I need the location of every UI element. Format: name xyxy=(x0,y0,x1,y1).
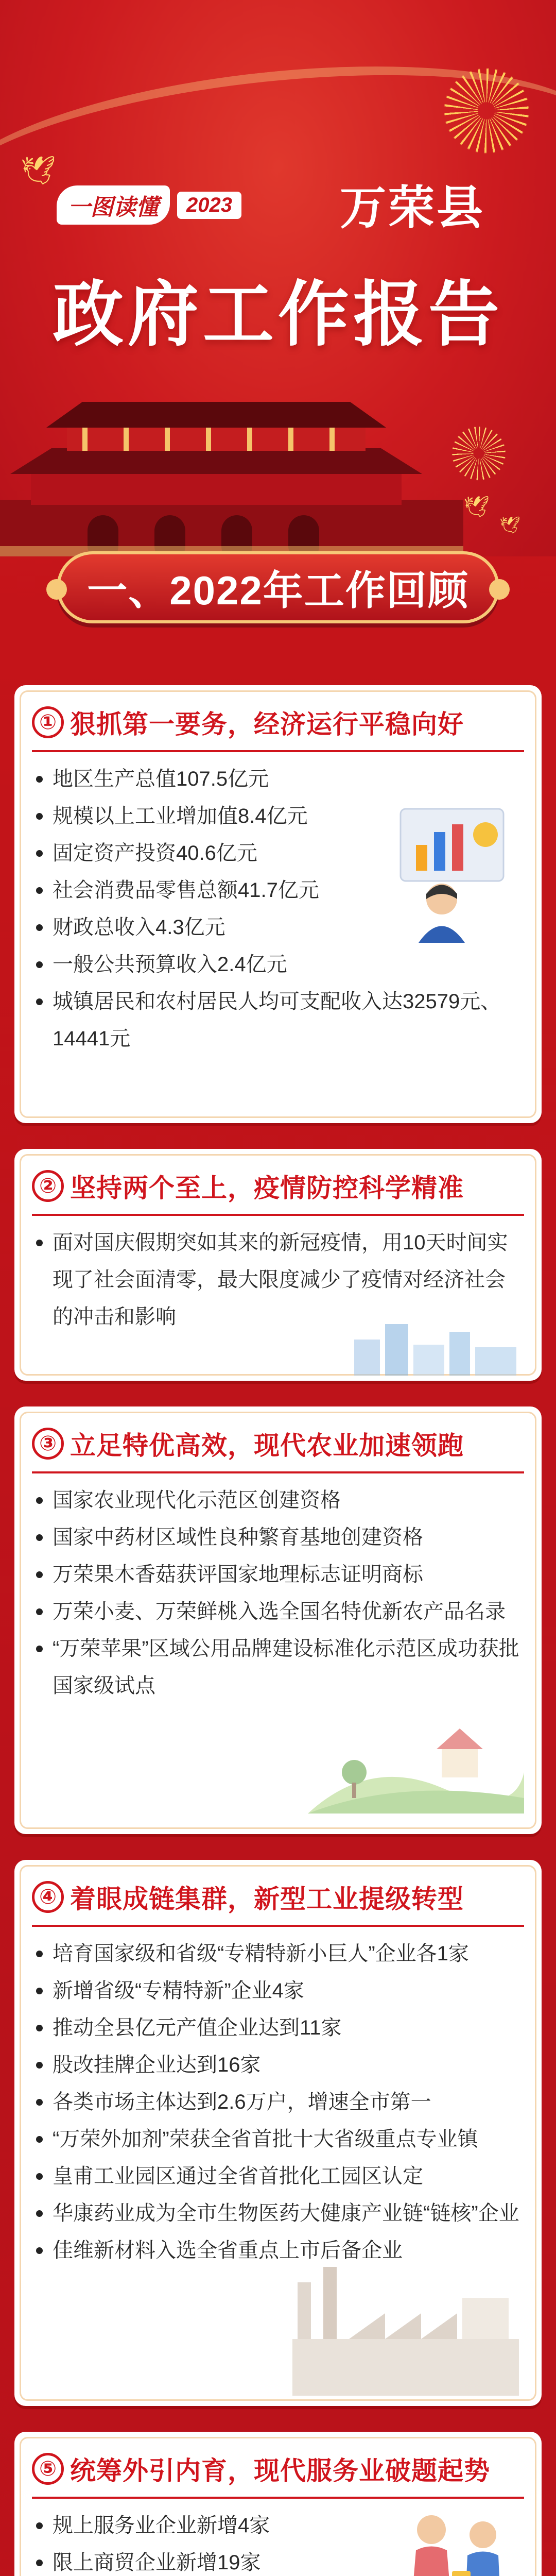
section-title: 立足特优高效，现代农业加速领跑 xyxy=(70,1431,464,1460)
list-item: 万荣果木香菇获评国家地理标志证明商标 xyxy=(36,1556,521,1593)
section-number: ③ xyxy=(32,1428,64,1460)
list-item: 新增省级“专精特新”企业4家 xyxy=(36,1972,521,2009)
bullet-list xyxy=(14,2507,542,2576)
list-item: 城镇居民和农村居民人均可支配收入达32579元、14441元 xyxy=(36,983,521,1057)
list-item: 华康药业成为全市生物医药大健康产业链“链核”企业 xyxy=(36,2195,521,2232)
report-title: 政府工作报告 xyxy=(52,272,503,356)
card-header xyxy=(32,704,524,752)
list-item: 皇甫工业园区通过全省首批化工园区认定 xyxy=(36,2158,521,2195)
section-title: 坚持两个至上，疫情防控科学精准 xyxy=(70,1174,464,1202)
bullet-list xyxy=(14,760,542,1057)
tag-year-label: 2023 xyxy=(177,192,241,219)
list-item: 地区生产总值107.5亿元 xyxy=(36,760,521,798)
factory-illustration xyxy=(287,2251,524,2396)
section-card-industry xyxy=(14,1860,542,2406)
list-item: “万荣苹果”区域公用品牌建设标准化示范区成功获批国家级试点 xyxy=(36,1630,521,1704)
list-item: 规模以上工业增加值8.4亿元 xyxy=(36,798,521,835)
section-number: ① xyxy=(32,706,64,738)
list-item: 股改挂牌企业达到16家 xyxy=(36,2046,521,2083)
card-header xyxy=(32,2450,524,2499)
list-item: 推动全县亿元产值企业达到11家 xyxy=(36,2009,521,2046)
list-item: 万荣小麦、万荣鲜桃入选全国名特优新农产品名录 xyxy=(36,1593,521,1630)
section-card-economy xyxy=(14,685,542,1123)
card-header xyxy=(32,1425,524,1473)
section-banner xyxy=(57,551,499,623)
list-item: 国家中药材区域性良种繁育基地创建资格 xyxy=(36,1519,521,1556)
card-header xyxy=(32,1878,524,1927)
list-item: 一般公共预算收入2.4亿元 xyxy=(36,946,521,983)
list-item: 培育国家级和省级“专精特新小巨人”企业各1家 xyxy=(36,1935,521,1972)
section-number: ⑤ xyxy=(32,2453,64,2485)
section-card-services xyxy=(14,2432,542,2576)
section-title: 着眼成链集群，新型工业提级转型 xyxy=(70,1885,464,1913)
tag-brush-label: 一图读懂 xyxy=(57,185,170,225)
list-item: 固定资产投资40.6亿元 xyxy=(36,835,521,872)
dove-icon: 🕊 xyxy=(499,516,520,534)
section-number: ② xyxy=(32,1170,64,1202)
bullet-list xyxy=(14,1224,542,1335)
section-card-epidemic xyxy=(14,1149,542,1381)
dove-icon: 🕊 xyxy=(21,155,56,186)
list-item: 国家农业现代化示范区创建资格 xyxy=(36,1482,521,1519)
list-item: 限上商贸企业新增19家 xyxy=(36,2544,521,2576)
firework-icon xyxy=(438,62,535,160)
section-title: 统筹外引内育，现代服务业破题起势 xyxy=(70,2456,490,2485)
list-item: “万荣外加剂”荣获全省首批十大省级重点专业镇 xyxy=(36,2121,521,2158)
section-banner-title: 一、2022年工作回顾 xyxy=(87,568,469,613)
county-name: 万荣县 xyxy=(340,180,485,235)
dove-icon: 🕊 xyxy=(463,496,490,518)
tiananmen-gate-illustration xyxy=(0,392,463,556)
subtitle-tag xyxy=(57,185,241,225)
bullet-list xyxy=(14,1482,542,1704)
poster-header xyxy=(0,0,556,556)
list-item: 面对国庆假期突如其来的新冠疫情，用10天时间实现了社会面清零，最大限度减少了疫情对经济社会的冲击和影响 xyxy=(36,1224,521,1335)
list-item: 佳维新材料入选全省重点上市后备企业 xyxy=(36,2232,521,2269)
section-card-agriculture xyxy=(14,1406,542,1834)
list-item: 各类市场主体达到2.6万户，增速全市第一 xyxy=(36,2083,521,2121)
list-item: 规上服务业企业新增4家 xyxy=(36,2507,521,2544)
list-item: 财政总收入4.3亿元 xyxy=(36,909,521,946)
section-number: ④ xyxy=(32,1881,64,1913)
farmland-illustration xyxy=(308,1710,524,1814)
bullet-list xyxy=(14,1935,542,2269)
section-title: 狠抓第一要务，经济运行平稳向好 xyxy=(70,710,464,739)
list-item: 社会消费品零售总额41.7亿元 xyxy=(36,872,521,909)
card-header xyxy=(32,1167,524,1216)
